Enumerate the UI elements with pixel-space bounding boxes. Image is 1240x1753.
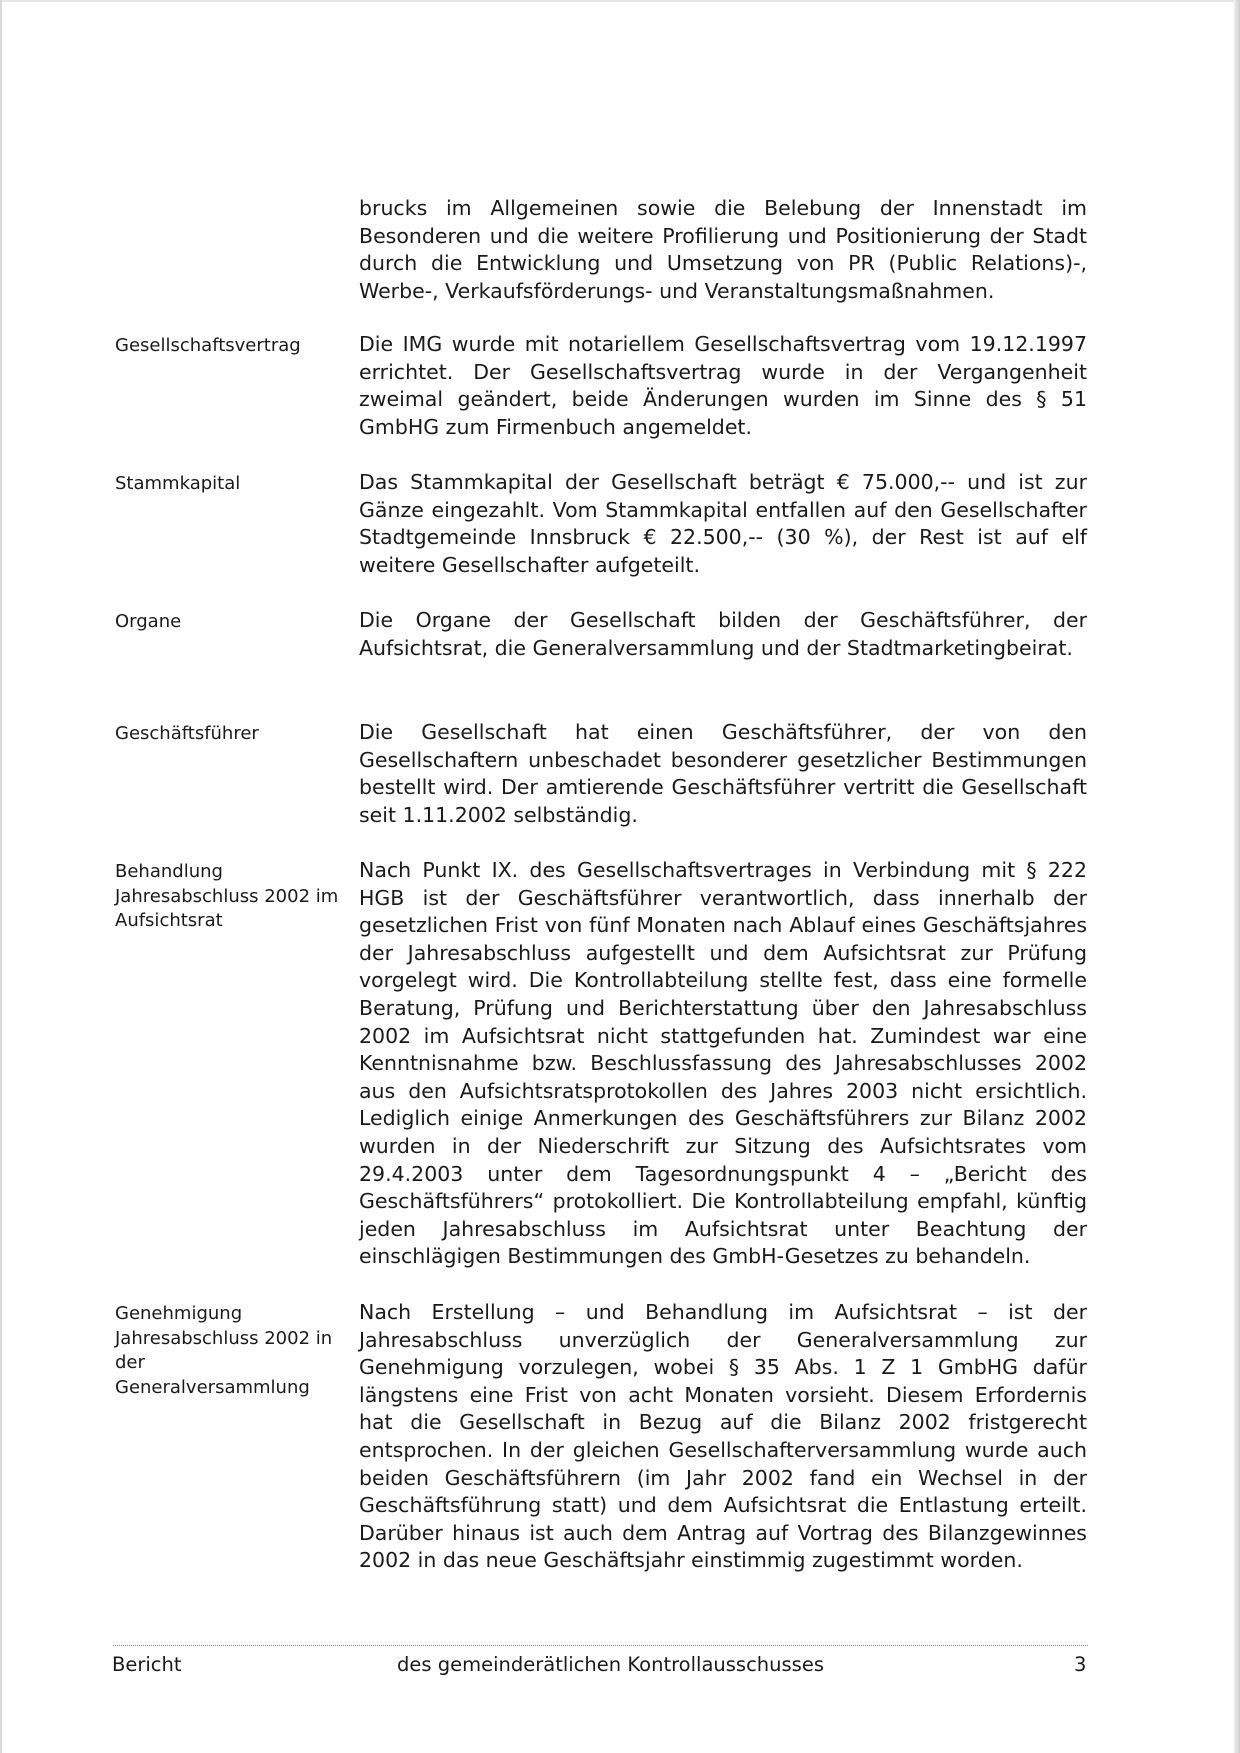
section-label: Geschäftsführer bbox=[115, 723, 259, 744]
footer-center-text: des gemeinderätlichen Kontrollausschusses bbox=[397, 1653, 824, 1676]
section-text: Die IMG wurde mit notariellem Gesellschaftsvertrag vom 19.12.1997 errichtet. Der Gesellschaftsvertrag wurde in der Vergangenheit zweimal geändert, beide Änderungen wurden im Sinne des § 51 GmbHG zum Firmenbuch angemeldet. bbox=[359, 332, 1087, 439]
section-text: Nach Punkt IX. des Gesellschaftsvertrages in Verbindung mit § 222 HGB ist der Geschäftsführer verantwortlich, dass innerhalb der gesetzlichen Frist von fünf Monaten nach Ablauf eines Geschäftsjahres der Jahresabschluss aufgestellt und dem Aufsichtsrat zur Prüfung vorgelegt wird. Die Kontrollabteilung stellte fest, dass eine formelle Beratung, Prüfung und Berichterstattung über den Jahresabschluss 2002 im Aufsichtsrat nicht stattgefunden hat. Zumindest war eine Kenntnisnahme bzw. Beschlussfassung des Jahresabschlusses 2002 aus den Aufsichtsratsprotokollen des Jahres 2003 nicht ersichtlich. Lediglich einige Anmerkungen des Geschäftsführers zur Bilanz 2002 wurden in der Niederschrift zur Sitzung des Aufsichtsrates vom 29.4.2003 unter dem Tagesordnungspunkt 4 – „Bericht des Geschäftsführers“ protokolliert. Die Kontrollabteilung empfahl, künftig jeden Jahresabschluss im Aufsichtsrat unter Beachtung der einschlägigen Bestimmungen des GmbH-Gesetzes zu behandeln. bbox=[359, 858, 1087, 1269]
footer-divider bbox=[113, 1645, 1088, 1646]
section-label: Genehmigung Jahresabschluss 2002 in der Generalversammlung bbox=[115, 1303, 333, 1398]
section-label: Organe bbox=[115, 611, 182, 632]
page-number: 3 bbox=[1074, 1653, 1087, 1676]
section-text: Die Organe der Gesellschaft bilden der Geschäftsführer, der Aufsichtsrat, die Generalversammlung und der Stadtmarketingbeirat. bbox=[359, 608, 1087, 660]
section-text: Nach Erstellung – und Behandlung im Aufsichtsrat – ist der Jahresabschluss unverzüglich der Generalversammlung zur Genehmigung vorzulegen, wobei § 35 Abs. 1 Z 1 GmbHG dafür längstens eine Frist von acht Monaten vorsieht. Diesem Erfordernis hat die Gesellschaft in Bezug auf die Bilanz 2002 fristgerecht entsprochen. In der gleichen Gesellschafterversammlung wurde auch beiden Geschäftsführern (im Jahr 2002 fand ein Wechsel in der Geschäftsführung statt) und dem Aufsichtsrat die Entlastung erteilt. Darüber hinaus ist auch dem Antrag auf Vortrag des Bilanzgewinnes 2002 in das neue Geschäftsjahr einstimmig zugestimmt worden. bbox=[359, 1300, 1087, 1573]
footer-left-text: Bericht bbox=[112, 1653, 182, 1676]
section-text: Das Stammkapital der Gesellschaft beträgt € 75.000,-- und ist zur Gänze eingezahlt. Vom Stammkapital entfallen auf den Gesellschafter Stadtgemeinde Innsbruck € 22.500,-- (30 %), der Rest ist auf elf weitere Gesellschafter aufgeteilt. bbox=[359, 470, 1087, 577]
section-text: Die Gesellschaft hat einen Geschäftsführer, der von den Gesellschaftern unbeschadet besonderer gesetzlicher Bestimmungen bestellt wird. Der amtierende Geschäftsführer vertritt die Gesellschaft seit 1.11.2002 selbständig. bbox=[359, 720, 1087, 827]
intro-paragraph: brucks im Allgemeinen sowie die Belebung der Innenstadt im Besonderen und die weitere Profilierung und Positionierung der Stadt durch die Entwicklung und Umsetzung von PR (Public Relations)-, Werbe-, Verkaufsförderungs- und Veranstaltungsmaßnahmen. bbox=[359, 196, 1087, 303]
section-label: Behandlung Jahresabschluss 2002 im Aufsichtsrat bbox=[115, 861, 339, 931]
section-label: Stammkapital bbox=[115, 473, 241, 494]
section-label: Gesellschaftsvertrag bbox=[115, 335, 301, 356]
